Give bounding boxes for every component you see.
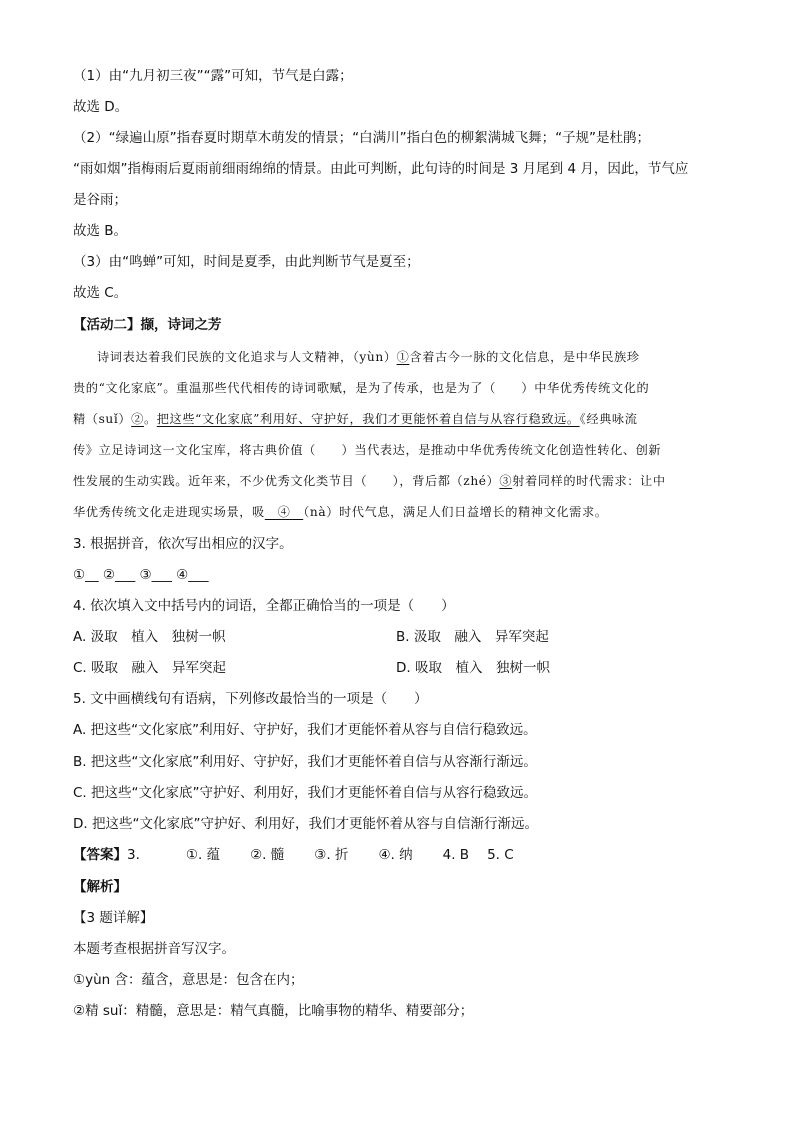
answer-item: ④. 纳 bbox=[378, 847, 413, 863]
answer-item: 4. B bbox=[442, 847, 470, 863]
question-3-detail-heading: 【3 题详解】 bbox=[73, 910, 154, 926]
question-5-option-c: C. 把这些“文化家底”守护好、利用好，我们才更能怀着自信与从容行稳致远。 bbox=[73, 785, 537, 801]
underlined-sentence: 把这些“文化家底”利用好、守护好，我们才更能怀着自信与从容行稳致远。 bbox=[156, 412, 580, 426]
blank-1: ① bbox=[396, 350, 410, 364]
answer-item: 5. C bbox=[487, 847, 514, 863]
passage-text: 性发展的生动实践。近年来，不少优秀文化类节目（ ），背后都（zhé） bbox=[73, 474, 500, 488]
passage-text: 。 bbox=[143, 412, 157, 426]
passage-text: 《经典咏流 bbox=[579, 412, 638, 426]
answer-item: ③. 折 bbox=[314, 847, 349, 863]
answer-item: 3. bbox=[127, 847, 140, 863]
question-4-option-d: D. 吸取 植入 独树一帜 bbox=[396, 660, 550, 676]
answer-item: ①. 蕴 bbox=[185, 847, 221, 863]
blank-4: ④ bbox=[264, 505, 304, 519]
analysis-intro: 本题考查根据拼音写汉字。 bbox=[73, 941, 235, 957]
passage-line-1 bbox=[97, 348, 640, 366]
question-4-option-c: C. 吸取 融入 异军突起 bbox=[73, 660, 227, 676]
analysis-label: 【解析】 bbox=[73, 879, 127, 895]
passage-text: 精（suǐ） bbox=[73, 412, 132, 426]
passage-line-3 bbox=[73, 410, 637, 428]
blank-2: ② bbox=[131, 412, 144, 426]
question-4-option-b: B. 汲取 融入 异军突起 bbox=[396, 629, 549, 645]
explanation-line-3: （2）“绿遍山原”指春夏时期草木萌发的情景；“白满川”指白色的柳絮满城飞舞；“子规”是杜鹃； bbox=[73, 130, 651, 146]
question-5-option-b: B. 把这些“文化家底”利用好、守护好，我们才更能怀着自信与从容渐行渐远。 bbox=[73, 754, 537, 770]
blank-3: ③ bbox=[499, 474, 513, 488]
passage-line-6 bbox=[73, 503, 608, 521]
explanation-line-6: 故选 B。 bbox=[73, 223, 128, 239]
question-4: 4. 依次填入文中括号内的词语，全都正确恰当的一项是（ ） bbox=[73, 598, 455, 614]
passage-text: （nà）时代气息，满足人们日益增长的精神文化需求。 bbox=[303, 505, 608, 519]
explanation-line-7: （3）由“鸣蝉”可知，时间是夏季，由此判断节气是夏至； bbox=[73, 254, 420, 270]
question-5-option-d: D. 把这些“文化家底”守护好、利用好，我们才更能怀着从容与自信渐行渐远。 bbox=[73, 816, 538, 832]
question-3: 3. 根据拼音，依次写出相应的汉字。 bbox=[73, 536, 293, 552]
answer-item: ②. 髓 bbox=[250, 847, 285, 863]
explanation-line-1: （1）由“九月初三夜”“露”可知，节气是白露； bbox=[73, 68, 353, 84]
analysis-explanation-2: ②精 suǐ：精髓，意思是：精气真髓，比喻事物的精华、精要部分； bbox=[73, 1003, 474, 1019]
activity-title: 【活动二】撷，诗词之芳 bbox=[73, 317, 222, 333]
passage-line-4: 传》立足诗词这一文化宝库，将古典价值（ ）当代表达，是推动中华优秀传统文化创造性转化、创新 bbox=[73, 443, 662, 457]
passage-line-2: 贵的“文化家底”。重温那些代代相传的诗词歌赋，是为了传承，也是为了（ ）中华优秀传统文化的 bbox=[73, 381, 650, 395]
explanation-line-8: 故选 C。 bbox=[73, 285, 128, 301]
question-4-option-a: A. 汲取 植入 独树一帜 bbox=[73, 629, 226, 645]
question-3-blanks: ①__ ②___ ③___ ④___ bbox=[73, 567, 209, 583]
explanation-line-5: 是谷雨； bbox=[73, 192, 127, 208]
passage-line-5 bbox=[73, 472, 666, 490]
answer-line bbox=[73, 846, 532, 864]
passage-text: 诗词表达着我们民族的文化追求与人文精神，（yùn） bbox=[97, 350, 397, 364]
explanation-line-2: 故选 D。 bbox=[73, 99, 129, 115]
passage-text: 含着古今一脉的文化信息，是中华民族珍 bbox=[409, 350, 640, 364]
passage-text: 华优秀传统文化走进现实场景，吸 bbox=[73, 505, 265, 519]
question-5-option-a: A. 把这些“文化家底”利用好、守护好，我们才更能怀着从容与自信行稳致远。 bbox=[73, 722, 537, 738]
question-5: 5. 文中画横线句有语病，下列修改最恰当的一项是（ ） bbox=[73, 691, 428, 707]
passage-text: 射着同样的时代需求：让中 bbox=[512, 474, 666, 488]
analysis-explanation-1: ①yùn 含：蕴含，意思是：包含在内； bbox=[73, 972, 304, 988]
explanation-line-4: “雨如烟”指梅雨后夏雨前细雨绵绵的情景。由此可判断，此句诗的时间是 3 月尾到 4 月，因此，节气应 bbox=[73, 161, 689, 177]
answer-label: 【答案】 bbox=[73, 847, 127, 863]
